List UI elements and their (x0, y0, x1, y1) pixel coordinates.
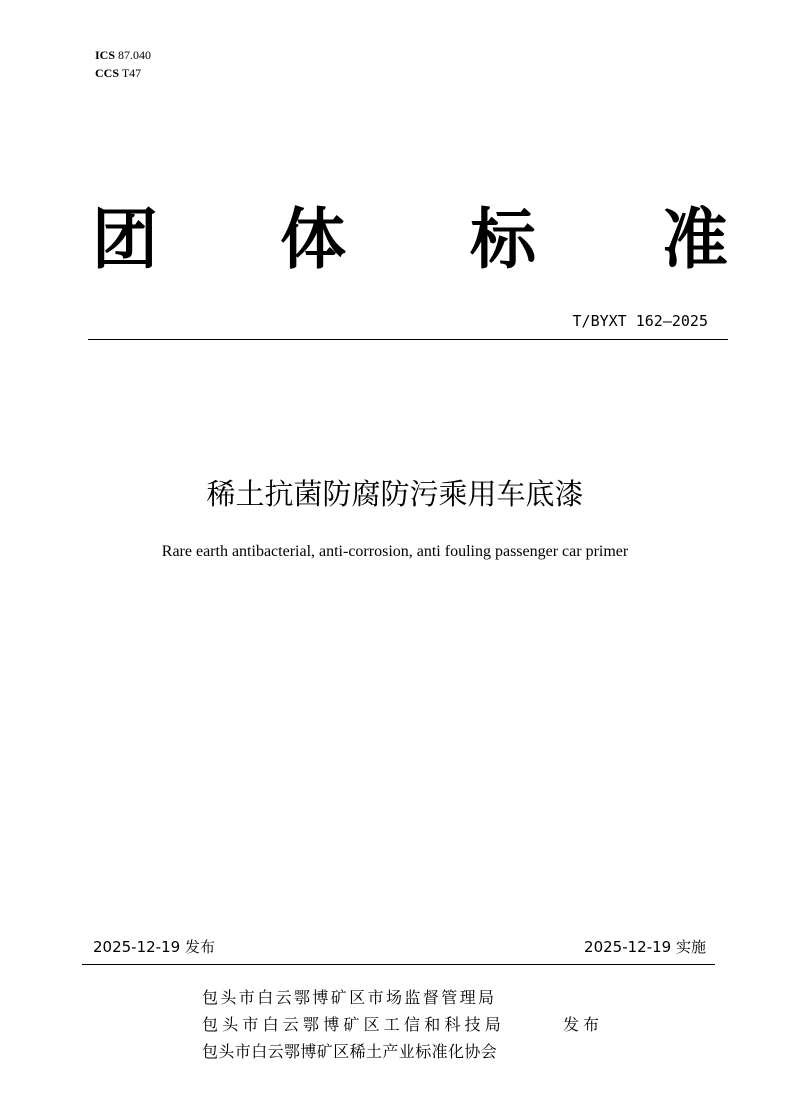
title-chinese: 稀土抗菌防腐防污乘用车底漆 (206, 477, 584, 511)
classification-codes (95, 46, 151, 82)
divider (82, 964, 715, 965)
implement-date: 2025-12-19 实施 (584, 938, 706, 956)
ics-code: ICS 87.040 (95, 48, 152, 62)
publish-label: 发布 (563, 1015, 604, 1034)
publisher: 包头市白云鄂博矿区稀土产业标准化协会 (202, 1042, 498, 1061)
standard-number: T/BYXT 162—2025 (572, 312, 708, 330)
title-char: 团 (92, 201, 158, 278)
title-char: 体 (280, 201, 346, 278)
ccs-code: CCS T47 (95, 66, 142, 80)
publisher: 包头市白云鄂博矿区市场监督管理局 (202, 988, 497, 1007)
document-type-title (90, 200, 730, 280)
publisher: 包头市白云鄂博矿区工信和科技局 (202, 1015, 506, 1034)
publish-date: 2025-12-19 发布 (93, 938, 215, 956)
divider (88, 339, 728, 340)
title-char: 准 (662, 201, 728, 278)
title-english: Rare earth antibacterial, anti-corrosion, anti fouling passenger car primer (161, 543, 629, 560)
publishers (202, 984, 505, 1065)
title-char: 标 (470, 201, 536, 278)
